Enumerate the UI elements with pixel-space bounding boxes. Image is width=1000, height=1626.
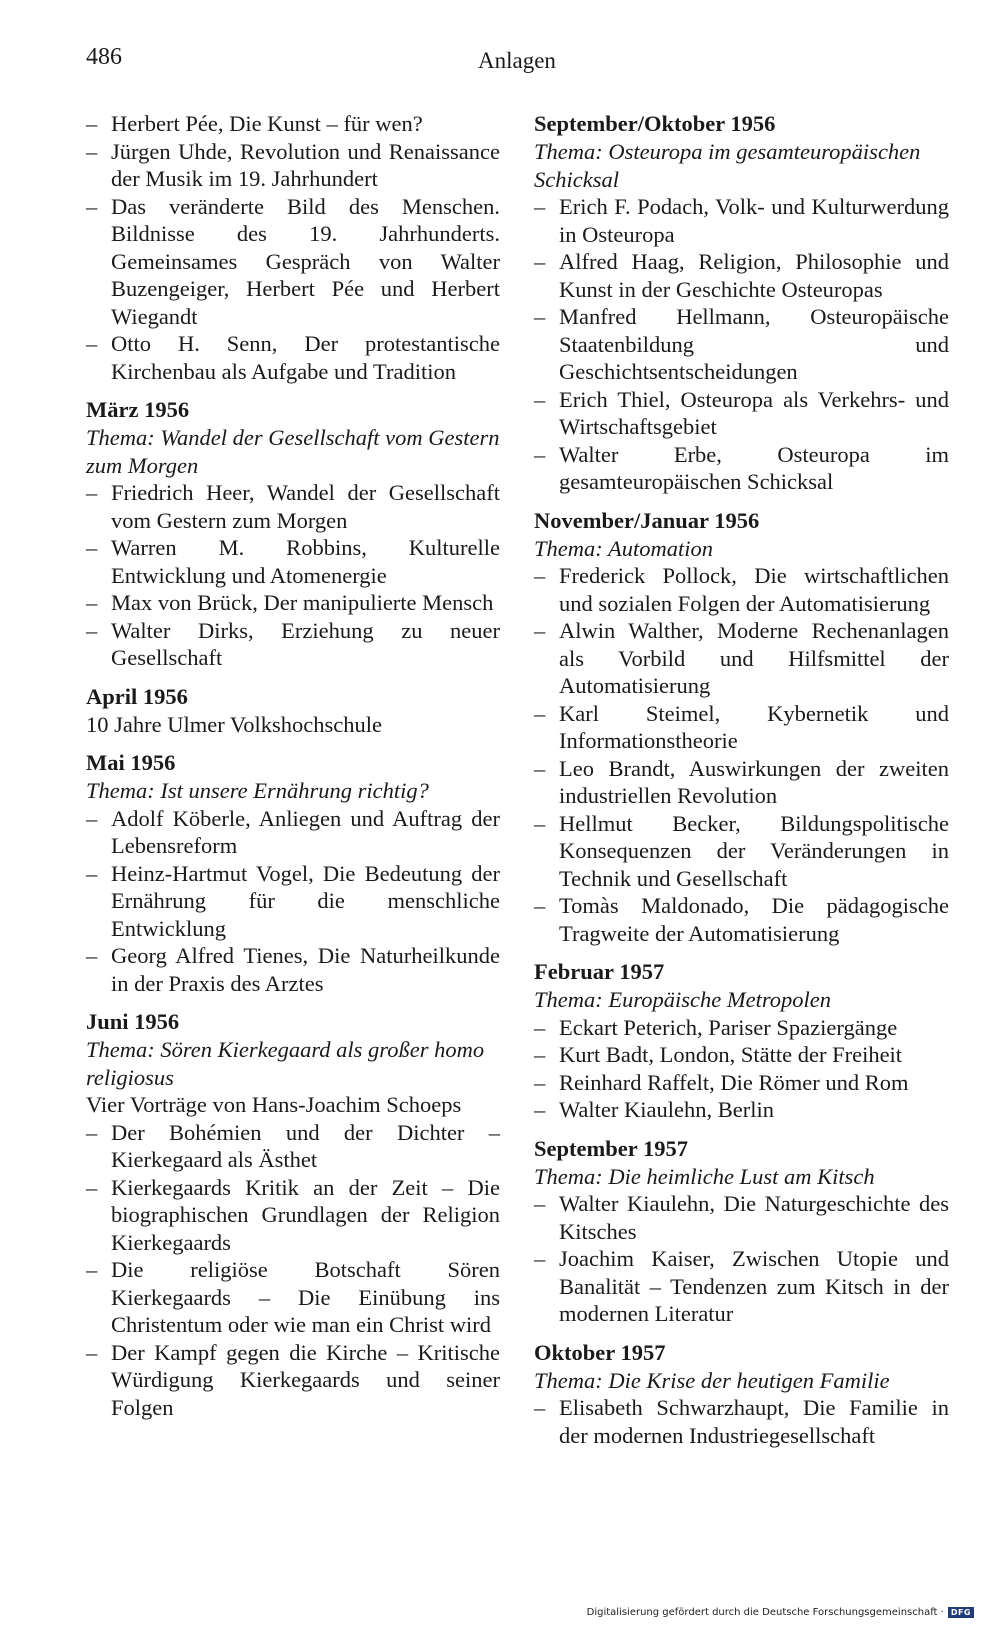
lecture-item: – Reinhard Raffelt, Die Römer und Rom bbox=[534, 1069, 949, 1097]
lecture-list bbox=[534, 1394, 949, 1449]
section-heading: Februar 1957 bbox=[534, 959, 665, 984]
footer-text: Digitalisierung gefördert durch die Deutsche Forschungsgemeinschaft · bbox=[586, 1607, 944, 1618]
footer bbox=[587, 1607, 974, 1618]
section-theme: Thema: Europäische Metropolen bbox=[534, 987, 832, 1012]
section-heading: Juni 1956 bbox=[86, 1009, 180, 1034]
lecture-item: – Joachim Kaiser, Zwischen Utopie und Banalität – Tendenzen zum Kitsch in der modernen Literatur bbox=[534, 1245, 949, 1328]
lecture-list bbox=[534, 562, 949, 947]
lecture-item: – Die religiöse Botschaft Sören Kierkegaards – Die Einübung ins Christentum oder wie man ein Christ wird bbox=[86, 1256, 500, 1339]
lecture-item: – Friedrich Heer, Wandel der Gesellschaft vom Gestern zum Morgen bbox=[86, 479, 500, 534]
program-section bbox=[534, 1135, 949, 1328]
section-heading: März 1956 bbox=[86, 397, 190, 422]
lecture-list bbox=[534, 193, 949, 496]
program-section bbox=[534, 507, 949, 948]
section-intro: Vier Vorträge von Hans-Joachim Schoeps bbox=[86, 1092, 462, 1117]
lecture-item: – Kurt Badt, London, Stätte der Freiheit bbox=[534, 1041, 949, 1069]
lecture-item: – Adolf Köberle, Anliegen und Auftrag der Lebensreform bbox=[86, 805, 500, 860]
lecture-item: – Eckart Peterich, Pariser Spaziergänge bbox=[534, 1014, 949, 1042]
program-section bbox=[534, 1339, 949, 1450]
dfg-logo-icon: DFG bbox=[948, 1607, 974, 1618]
section-heading: Mai 1956 bbox=[86, 750, 176, 775]
program-section bbox=[86, 749, 500, 997]
section-theme: Thema: Osteuropa im gesamteuropäischen Schicksal bbox=[534, 139, 921, 192]
lecture-list bbox=[86, 479, 500, 672]
lecture-item: – Warren M. Robbins, Kulturelle Entwicklung und Atomenergie bbox=[86, 534, 500, 589]
lecture-list bbox=[86, 1119, 500, 1422]
right-column bbox=[534, 110, 949, 1460]
section-theme: Thema: Die heimliche Lust am Kitsch bbox=[534, 1163, 875, 1189]
lecture-item: – Elisabeth Schwarzhaupt, Die Familie in der modernen Industriegesellschaft bbox=[534, 1394, 949, 1449]
program-section bbox=[86, 683, 500, 739]
section-heading: September 1957 bbox=[534, 1135, 688, 1161]
lecture-item: – Erich F. Podach, Volk- und Kulturwerdung in Osteuropa bbox=[534, 193, 949, 248]
program-section bbox=[86, 1008, 500, 1421]
section-theme: Thema: Die Krise der heutigen Familie bbox=[534, 1367, 890, 1393]
section-heading: November/Januar 1956 bbox=[534, 507, 760, 533]
lecture-list bbox=[86, 805, 500, 998]
lecture-item: – Tomàs Maldonado, Die pädagogische Tragweite der Automatisierung bbox=[534, 892, 949, 947]
section-theme: Thema: Automation bbox=[534, 535, 713, 561]
lecture-item: – Manfred Hellmann, Osteuropäische Staatenbildung und Geschichtsentscheidungen bbox=[534, 303, 949, 386]
left-column bbox=[86, 110, 500, 1432]
lecture-item: – Das veränderte Bild des Menschen. Bildnisse des 19. Jahrhunderts. Gemeinsames Gespräch von Walter Buzengeiger, Herbert Pée und Herbert Wiegandt bbox=[86, 193, 500, 331]
lecture-item: – Walter Kiaulehn, Die Naturgeschichte des Kitsches bbox=[534, 1190, 949, 1245]
program-section bbox=[534, 958, 949, 1124]
lecture-item: – Max von Brück, Der manipulierte Mensch bbox=[86, 589, 500, 617]
lecture-list bbox=[534, 1014, 949, 1124]
lecture-item: – Alfred Haag, Religion, Philosophie und Kunst in der Geschichte Osteuropas bbox=[534, 248, 949, 303]
lecture-item: – Heinz-Hartmut Vogel, Die Bedeutung der Ernährung für die menschliche Entwicklung bbox=[86, 860, 500, 943]
program-section bbox=[534, 110, 949, 496]
lecture-item: – Walter Erbe, Osteuropa im gesamteuropäischen Schicksal bbox=[534, 441, 949, 496]
lecture-list bbox=[534, 1190, 949, 1328]
section-heading: Oktober 1957 bbox=[534, 1339, 666, 1365]
lecture-item: – Erich Thiel, Osteuropa als Verkehrs- und Wirtschaftsgebiet bbox=[534, 386, 949, 441]
lecture-item: – Walter Kiaulehn, Berlin bbox=[534, 1096, 949, 1124]
lecture-item: – Kierkegaards Kritik an der Zeit – Die biographischen Grundlagen der Religion Kierkegaards bbox=[86, 1174, 500, 1257]
lecture-item: – Jürgen Uhde, Revolution und Renaissance der Musik im 19. Jahrhundert bbox=[86, 138, 500, 193]
section-theme: Thema: Ist unsere Ernährung richtig? bbox=[86, 778, 429, 803]
page-number: 486 bbox=[86, 44, 122, 70]
lecture-item: – Der Kampf gegen die Kirche – Kritische Würdigung Kierkegaards und seiner Folgen bbox=[86, 1339, 500, 1422]
section-heading: April 1956 bbox=[86, 683, 188, 709]
lecture-item: – Alwin Walther, Moderne Rechenanlagen als Vorbild und Hilfsmittel der Automatisierung bbox=[534, 617, 949, 700]
lecture-list bbox=[86, 110, 500, 385]
lecture-item: – Der Bohémien und der Dichter – Kierkegaard als Ästhet bbox=[86, 1119, 500, 1174]
lecture-item: – Leo Brandt, Auswirkungen der zweiten industriellen Revolution bbox=[534, 755, 949, 810]
lecture-item: – Herbert Pée, Die Kunst – für wen? bbox=[86, 110, 500, 138]
running-head: Anlagen bbox=[478, 48, 556, 73]
section-heading: September/Oktober 1956 bbox=[534, 111, 776, 136]
lecture-item: – Georg Alfred Tienes, Die Naturheilkunde in der Praxis des Arztes bbox=[86, 942, 500, 997]
section-theme: Thema: Wandel der Gesellschaft vom Gestern zum Morgen bbox=[86, 425, 500, 478]
lecture-item: – Walter Dirks, Erziehung zu neuer Gesellschaft bbox=[86, 617, 500, 672]
lecture-item: – Frederick Pollock, Die wirtschaftlichen und sozialen Folgen der Automatisierung bbox=[534, 562, 949, 617]
lecture-item: – Otto H. Senn, Der protestantische Kirchenbau als Aufgabe und Tradition bbox=[86, 330, 500, 385]
program-section bbox=[86, 110, 500, 385]
lecture-item: – Hellmut Becker, Bildungspolitische Konsequenzen der Veränderungen in Technik und Gesellschaft bbox=[534, 810, 949, 893]
lecture-item: – Karl Steimel, Kybernetik und Informationstheorie bbox=[534, 700, 949, 755]
section-theme: Thema: Sören Kierkegaard als großer homo religiosus bbox=[86, 1037, 485, 1090]
section-intro: 10 Jahre Ulmer Volkshochschule bbox=[86, 711, 382, 737]
program-section bbox=[86, 396, 500, 672]
